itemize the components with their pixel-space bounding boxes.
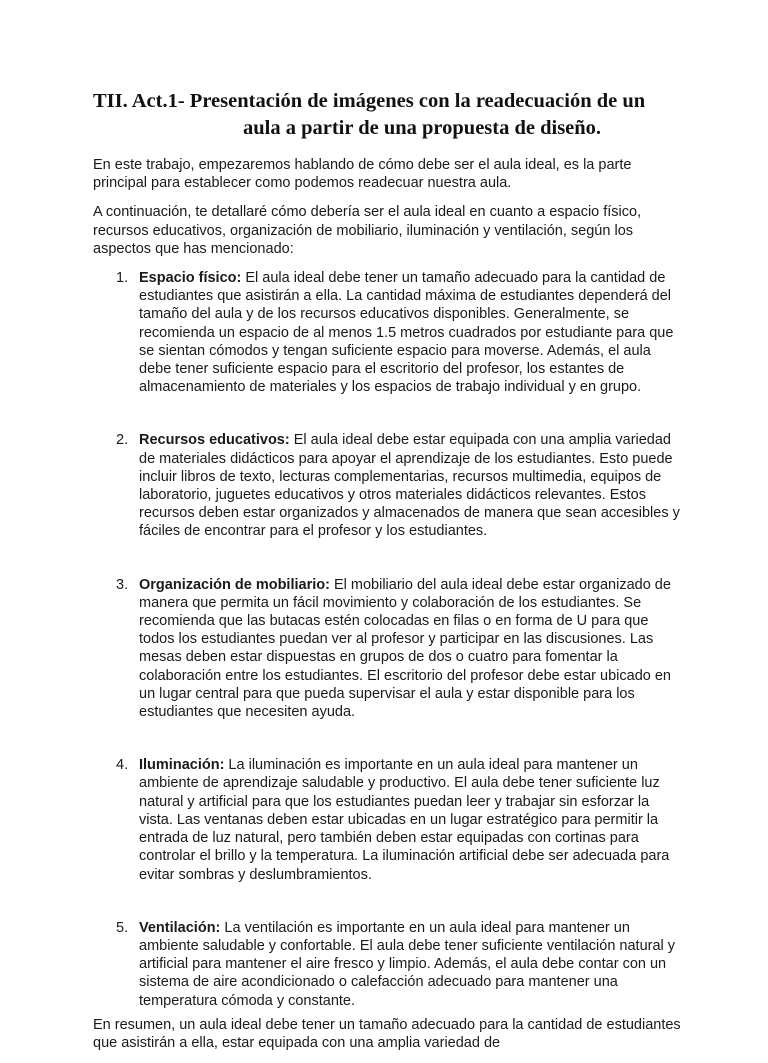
list-item-title: Recursos educativos:	[139, 432, 290, 449]
list-item-number: 3.	[116, 576, 129, 593]
title-line-2: aula a partir de una propuesta de diseño.	[243, 117, 602, 139]
list-item-number: 4.	[116, 757, 129, 774]
list-item-text: El aula ideal debe estar equipada con una amplia variedad de materiales didácticos para apoyar el aprendizaje de los estudiantes. Esto puede incluir libros de texto, lecturas complementarias, recursos multimedia, equipos de laboratorio, juguetes educativos y otros materiales didácticos relevantes. Estos recursos deben estar organizados y almacenados de manera que sean accesibles y fáciles de encontrar para el profesor y los estudiantes.	[139, 432, 680, 540]
list-item	[93, 576, 683, 722]
list-item	[93, 431, 683, 540]
document-title	[93, 88, 693, 142]
list-item	[93, 756, 683, 883]
list-item-title: Ventilación:	[139, 919, 221, 936]
list-item-title: Iluminación:	[139, 757, 225, 774]
list-item-title: Espacio físico:	[139, 270, 242, 287]
list-item	[93, 919, 683, 1010]
summary-paragraph: En resumen, un aula ideal debe tener un tamaño adecuado para la cantidad de estudiantes que asistirán a ella, estar equipada con una amplia variedad de	[93, 1016, 681, 1051]
list-item-number: 1.	[116, 270, 129, 287]
list-item-text: La ventilación es importante en un aula ideal para mantener un ambiente saludable y confortable. El aula debe tener suficiente ventilación natural y artificial para mantener el aire fresco y limpio. Además, el aula debe contar con un sistema de aire acondicionado o calefacción adecuado para mantener una temperatura cómoda y constante.	[139, 919, 676, 1009]
list-item-text: El aula ideal debe tener un tamaño adecuado para la cantidad de estudiantes que asistirán a ella. La cantidad máxima de estudiantes dependerá del tamaño del aula y de los recursos educativos disponibles. Generalmente, se recomienda un espacio de al menos 1.5 metros cuadrados por estudiante para que se sientan cómodos y tengan suficiente espacio para moverse. Además, el aula debe tener suficiente espacio para el escritorio del profesor, los estantes de almacenamiento de materiales y los espacios de trabajo individual y en grupo.	[139, 270, 674, 396]
list-item-text: El mobiliario del aula ideal debe estar organizado de manera que permita un fácil movimiento y colaboración de los estudiantes. Se recomienda que las butacas estén colocadas en filas o en forma de U para que todos los estudiantes puedan ver al profesor y participar en las discusiones. Las mesas deben estar dispuestas en grupos de dos o cuatro para fomentar la colaboración entre los estudiantes. El escritorio del profesor debe estar ubicado en un lugar central para que pueda supervisar el aula y estar disponible para los estudiantes que necesiten ayuda.	[139, 576, 671, 721]
intro-paragraph: A continuación, te detallaré cómo debería ser el aula ideal en cuanto a espacio físico, recursos educativos, organización de mobiliario, iluminación y ventilación, según los aspectos que has mencionado:	[93, 204, 642, 257]
intro-paragraph: En este trabajo, empezaremos hablando de cómo debe ser el aula ideal, es la parte principal para establecer como podemos readecuar nuestra aula.	[93, 157, 632, 192]
list-item-number: 2.	[116, 432, 129, 449]
title-line-1: TII. Act.1- Presentación de imágenes con la readecuación de un	[93, 90, 646, 112]
list-item-number: 5.	[116, 919, 129, 936]
document-body	[93, 156, 683, 1063]
aspects-list	[93, 269, 683, 1010]
list-item-text: La iluminación es importante en un aula ideal para mantener un ambiente de aprendizaje saludable y productivo. El aula debe tener suficiente luz natural y artificial para que los estudiantes puedan leer y trabajar sin esforzar la vista. Las ventanas deben estar ubicadas en un lugar estratégico para permitir la entrada de luz natural, pero también deben estar equipadas con cortinas para controlar el brillo y la temperatura. La iluminación artificial debe ser adecuada para evitar sombras y deslumbramientos.	[139, 757, 670, 883]
list-item-title: Organización de mobiliario:	[139, 576, 330, 593]
list-item	[93, 269, 683, 396]
